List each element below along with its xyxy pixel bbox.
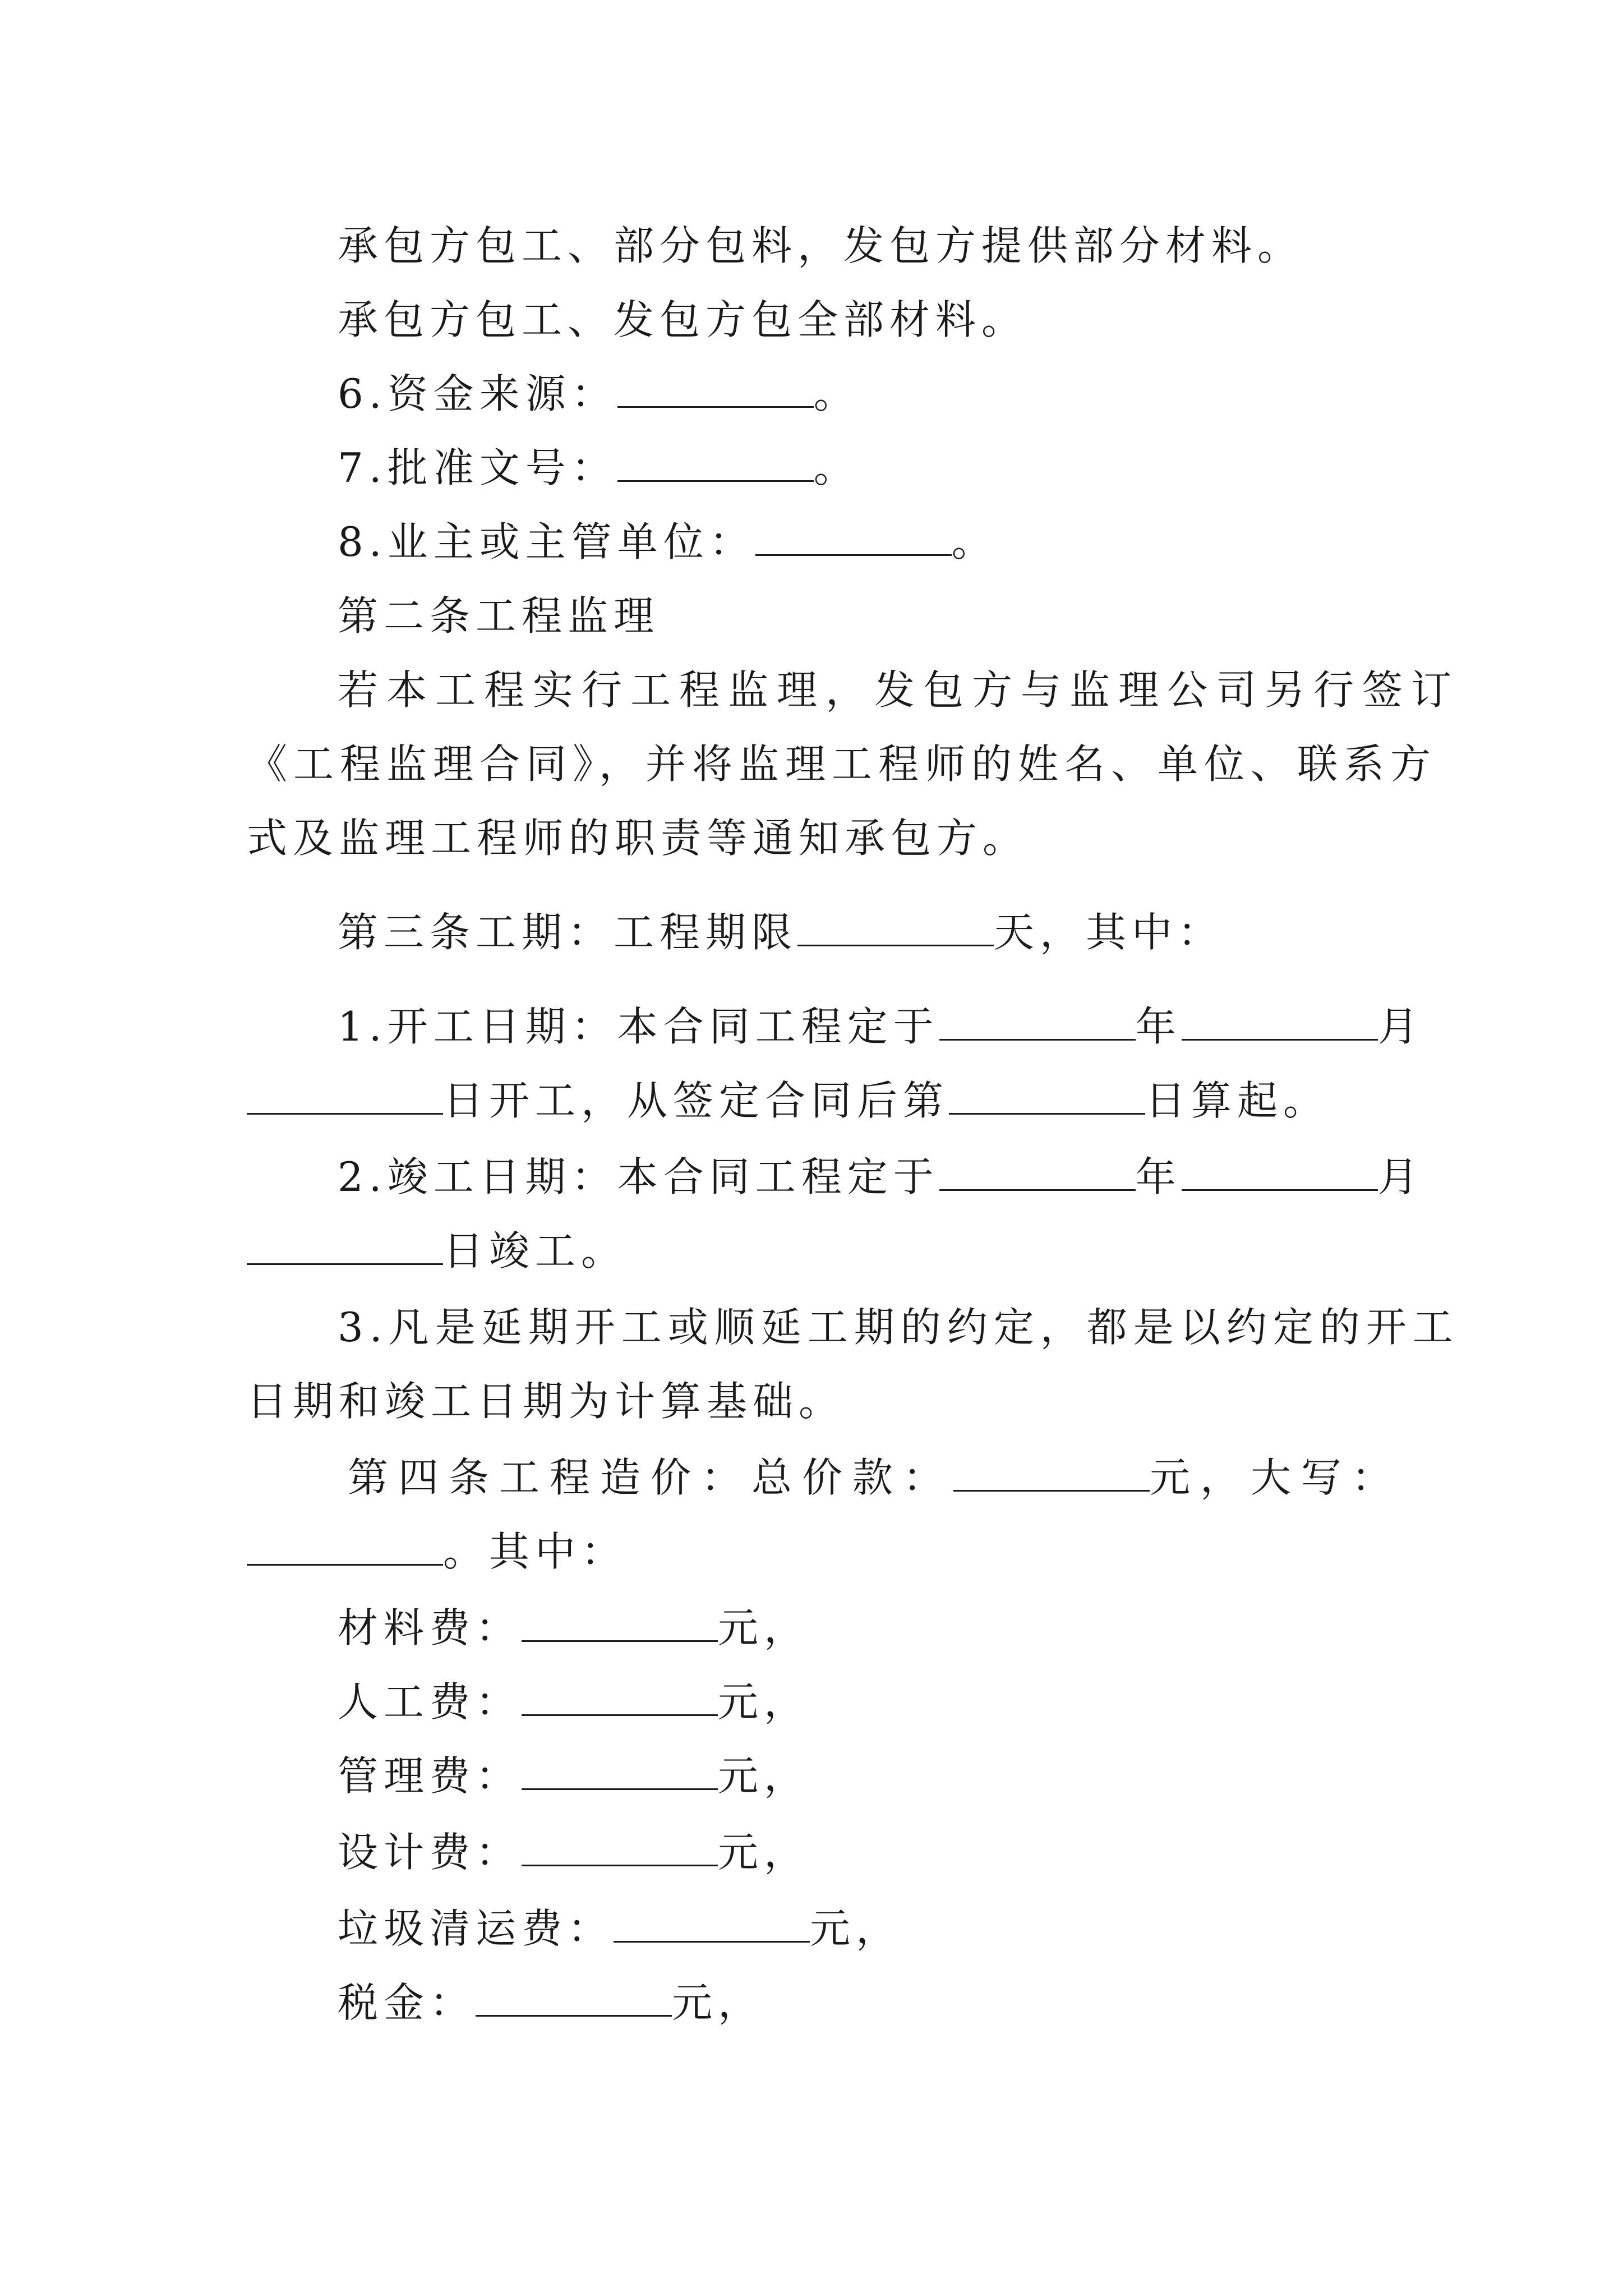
fill-blank[interactable] <box>953 1455 1150 1492</box>
fill-blank[interactable] <box>476 1980 672 2017</box>
paragraph-line: 8.业主或主管单位： 。 <box>338 518 998 565</box>
fee-line: 人工费： 元， <box>338 1678 810 1726</box>
fill-blank[interactable] <box>1182 1004 1378 1041</box>
fill-blank[interactable] <box>797 910 994 946</box>
paragraph-line: 日开工，从签定合同后第 日算起。 <box>247 1073 1329 1129</box>
paragraph-line: 日竣工。 <box>247 1223 627 1279</box>
fill-blank[interactable] <box>247 1078 443 1115</box>
fill-blank[interactable] <box>755 519 952 556</box>
paragraph-line: 2.竣工日期：本合同工程定于 年 月 <box>338 1153 1424 1200</box>
fill-blank[interactable] <box>939 1004 1136 1041</box>
fill-blank[interactable] <box>939 1154 1136 1191</box>
paragraph-line: 6.资金来源： 。 <box>338 370 860 417</box>
paragraph-line: 式及监理工程师的职责等通知承包方。 <box>247 815 1029 862</box>
fill-blank[interactable] <box>617 371 814 408</box>
fill-blank[interactable] <box>247 1228 443 1265</box>
fill-blank[interactable] <box>617 445 814 482</box>
fill-blank[interactable] <box>949 1078 1145 1115</box>
paragraph-line: 3.凡是延期开工或顺延工期的约定，都是以约定的开工 <box>338 1304 1459 1351</box>
paragraph-line: 日期和竣工日期为计算基础。 <box>247 1378 845 1425</box>
paragraph-line: 。其中： <box>247 1524 627 1580</box>
section-heading: 第二条工程监理 <box>338 592 660 639</box>
fee-line: 税金： 元， <box>338 1979 764 2026</box>
fee-line: 设计费： 元， <box>338 1829 810 1876</box>
fill-blank[interactable] <box>522 1830 718 1866</box>
section-heading: 第三条工期：工程期限 天，其中： <box>338 909 1224 956</box>
fill-blank[interactable] <box>522 1754 718 1790</box>
paragraph-line: 《工程监理合同》，并将监理工程师的姓名、单位、联系方 <box>247 740 1437 788</box>
paragraph-line: 1.开工日期：本合同工程定于 年 月 <box>338 1003 1424 1050</box>
paragraph-line: 承包方包工、发包方包全部材料。 <box>338 296 1028 343</box>
paragraph-line: 7.批准文号： 。 <box>338 444 860 491</box>
paragraph-line: 若本工程实行工程监理，发包方与监理公司另行签订 <box>338 666 1460 714</box>
fill-blank[interactable] <box>614 1906 810 1943</box>
fill-blank[interactable] <box>522 1680 718 1716</box>
fill-blank[interactable] <box>1182 1154 1378 1191</box>
paragraph-line: 承包方包工、部分包料，发包方提供部分材料。 <box>338 222 1304 269</box>
fill-blank[interactable] <box>522 1605 718 1642</box>
fee-line: 管理费： 元， <box>338 1752 810 1800</box>
fill-blank[interactable] <box>247 1529 443 1566</box>
fee-line: 材料费： 元， <box>338 1604 810 1651</box>
fee-line: 垃圾清运费： 元， <box>338 1905 902 1952</box>
section-heading: 第四条工程造价：总价款： 元，大写： <box>348 1454 1403 1501</box>
